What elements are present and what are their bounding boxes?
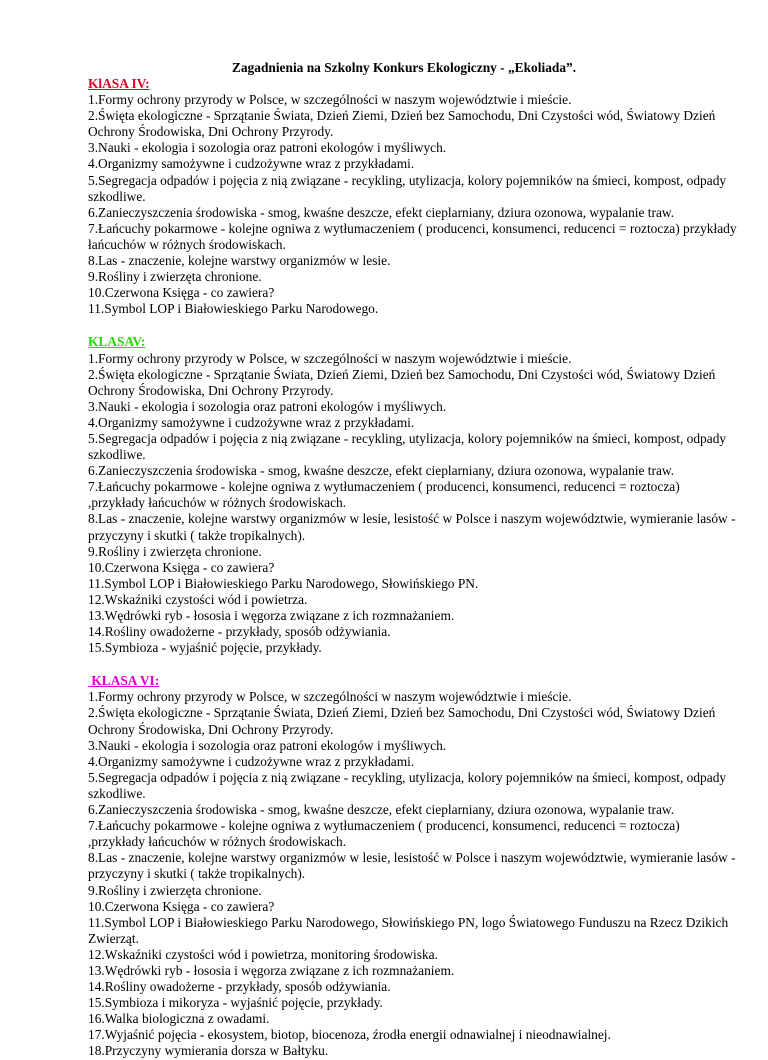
list-item: 3.Nauki - ekologia i sozologia oraz patroni ekologów i myśliwych. <box>88 398 447 414</box>
document-title: Zagadnienia na Szkolny Konkurs Ekologiczny - „Ekoliada”. <box>231 60 577 75</box>
section-spacer <box>88 656 738 673</box>
list-item: 9.Rośliny i zwierzęta chronione. <box>88 882 262 898</box>
list-item: 8.Las - znaczenie, kolejne warstwy organizmów w lesie, lesistość w Polsce i naszym województwie, wymieranie lasów - przyczyny i skutki ( także tropikalnych). <box>88 511 736 543</box>
list-item: 12.Wskaźniki czystości wód i powietrza, monitoring środowiska. <box>88 946 438 962</box>
list-item: 15.Symbioza i mikoryza - wyjaśnić pojęcie, przykłady. <box>88 995 383 1011</box>
list-item: 2.Święta ekologiczne - Sprzątanie Świata, Dzień Ziemi, Dzień bez Samochodu, Dni Czystości wód, Światowy Dzień Ochrony Środowiska, Dni Ochrony Przyrody. <box>88 366 716 398</box>
list-item: 10.Czerwona Księga - co zawiera? <box>88 285 275 301</box>
list-item: 3.Nauki - ekologia i sozologia oraz patroni ekologów i myśliwych. <box>88 140 447 156</box>
list-item: 8.Las - znaczenie, kolejne warstwy organizmów w lesie, lesistość w Polsce i naszym województwie, wymieranie lasów - przyczyny i skutki ( także tropikalnych). <box>88 850 736 882</box>
list-item: 10.Czerwona Księga - co zawiera? <box>88 898 275 914</box>
list-item: 16.Walka biologiczna z owadami. <box>88 1011 270 1027</box>
topic-list-klasa-v <box>88 351 738 657</box>
section-heading-klasa-vi: KLASA VI: <box>88 673 160 689</box>
list-item: 1.Formy ochrony przyrody w Polsce, w szczególności w naszym województwie i mieście. <box>88 350 572 366</box>
list-item: 9.Rośliny i zwierzęta chronione. <box>88 269 262 285</box>
list-item: 12.Wskaźniki czystości wód i powietrza. <box>88 591 308 607</box>
list-item: 18.Przyczyny wymierania dorsza w Bałtyku. <box>88 1043 329 1059</box>
list-item: 14.Rośliny owadożerne - przykłady, sposób odżywiania. <box>88 624 391 640</box>
list-item: 3.Nauki - ekologia i sozologia oraz patroni ekologów i myśliwych. <box>88 737 447 753</box>
list-item: 4.Organizmy samożywne i cudzożywne wraz z przykładami. <box>88 156 415 172</box>
list-item: 8.Las - znaczenie, kolejne warstwy organizmów w lesie. <box>88 253 391 269</box>
list-item: 4.Organizmy samożywne i cudzożywne wraz z przykładami. <box>88 414 415 430</box>
section-heading-klasa-v: KLASAV: <box>88 334 146 350</box>
list-item: 11.Symbol LOP i Białowieskiego Parku Narodowego, Słowińskiego PN, logo Światowego Funduszu na Rzecz Dzikich Zwierząt. <box>88 914 729 946</box>
topic-list-klasa-vi <box>88 689 738 1059</box>
list-item: 5.Segregacja odpadów i pojęcia z nią związane - recykling, utylizacja, kolory pojemników na śmieci, kompost, odpady szkodliwe. <box>88 430 727 463</box>
list-item: 13.Wędrówki ryb - łososia i węgorza związane z ich rozmnażaniem. <box>88 608 455 623</box>
list-item: 13.Wędrówki ryb - łososia i węgorza związane z ich rozmnażaniem. <box>88 962 455 978</box>
list-item: 11.Symbol LOP i Białowieskiego Parku Narodowego, Słowińskiego PN. <box>88 575 479 591</box>
list-item: 15.Symbioza - wyjaśnić pojęcie, przykłady. <box>88 640 322 656</box>
list-item: 7.Łańcuchy pokarmowe - kolejne ogniwa z wytłumaczeniem ( producenci, konsumenci, reducenci = roztocza) ,przykłady łańcuchów w różnych środowiskach. <box>88 818 680 850</box>
section-klasa-iv <box>88 76 738 317</box>
list-item: 1.Formy ochrony przyrody w Polsce, w szczególności w naszym województwie i mieście. <box>88 92 572 108</box>
list-item: 6.Zanieczyszczenia środowiska - smog, kwaśne deszcze, efekt cieplarniany, dziura ozonowa, wypalanie traw. <box>88 802 675 818</box>
list-item: 11.Symbol LOP i Białowieskiego Parku Narodowego. <box>88 301 379 317</box>
list-item: 2.Święta ekologiczne - Sprzątanie Świata, Dzień Ziemi, Dzień bez Samochodu, Dni Czystości wód, Światowy Dzień Ochrony Środowiska, Dni Ochrony Przyrody. <box>88 108 716 140</box>
list-item: 2.Święta ekologiczne - Sprzątanie Świata, Dzień Ziemi, Dzień bez Samochodu, Dni Czystości wód, Światowy Dzień Ochrony Środowiska, Dni Ochrony Przyrody. <box>88 705 716 737</box>
list-item: 7.Łańcuchy pokarmowe - kolejne ogniwa z wytłumaczeniem ( producenci, konsumenci, reducenci = roztocza) przykłady łańcuchów w różnych środowiskach. <box>88 220 737 252</box>
list-item: 1.Formy ochrony przyrody w Polsce, w szczególności w naszym województwie i mieście. <box>88 689 572 705</box>
topic-list-klasa-iv <box>88 92 738 317</box>
section-klasa-v <box>88 334 738 656</box>
list-item: 10.Czerwona Księga - co zawiera? <box>88 559 275 575</box>
section-spacer <box>88 317 738 334</box>
list-item: 17.Wyjaśnić pojęcia - ekosystem, biotop, biocenoza, źrodła energii odnawialnej i nieodnawialnej. <box>88 1027 611 1043</box>
list-item: 7.Łańcuchy pokarmowe - kolejne ogniwa z wytłumaczeniem ( producenci, konsumenci, reducenci = roztocza) ,przykłady łańcuchów w różnych środowiskach. <box>88 479 680 511</box>
list-item: 9.Rośliny i zwierzęta chronione. <box>88 543 262 559</box>
list-item: 4.Organizmy samożywne i cudzożywne wraz z przykładami. <box>88 753 415 769</box>
section-heading-klasa-iv: KlASA IV: <box>88 76 150 91</box>
section-klasa-vi <box>88 673 738 1059</box>
list-item: 5.Segregacja odpadów i pojęcia z nią związane - recykling, utylizacja, kolory pojemników na śmieci, kompost, odpady szkodliwe. <box>88 172 727 204</box>
list-item: 6.Zanieczyszczenia środowiska - smog, kwaśne deszcze, efekt cieplarniany, dziura ozonowa, wypalanie traw. <box>88 204 675 220</box>
document-page <box>88 60 738 1060</box>
list-item: 6.Zanieczyszczenia środowiska - smog, kwaśne deszcze, efekt cieplarniany, dziura ozonowa, wypalanie traw. <box>88 463 675 479</box>
list-item: 5.Segregacja odpadów i pojęcia z nią związane - recykling, utylizacja, kolory pojemników na śmieci, kompost, odpady szkodliwe. <box>88 769 727 801</box>
list-item: 14.Rośliny owadożerne - przykłady, sposób odżywiania. <box>88 979 391 995</box>
